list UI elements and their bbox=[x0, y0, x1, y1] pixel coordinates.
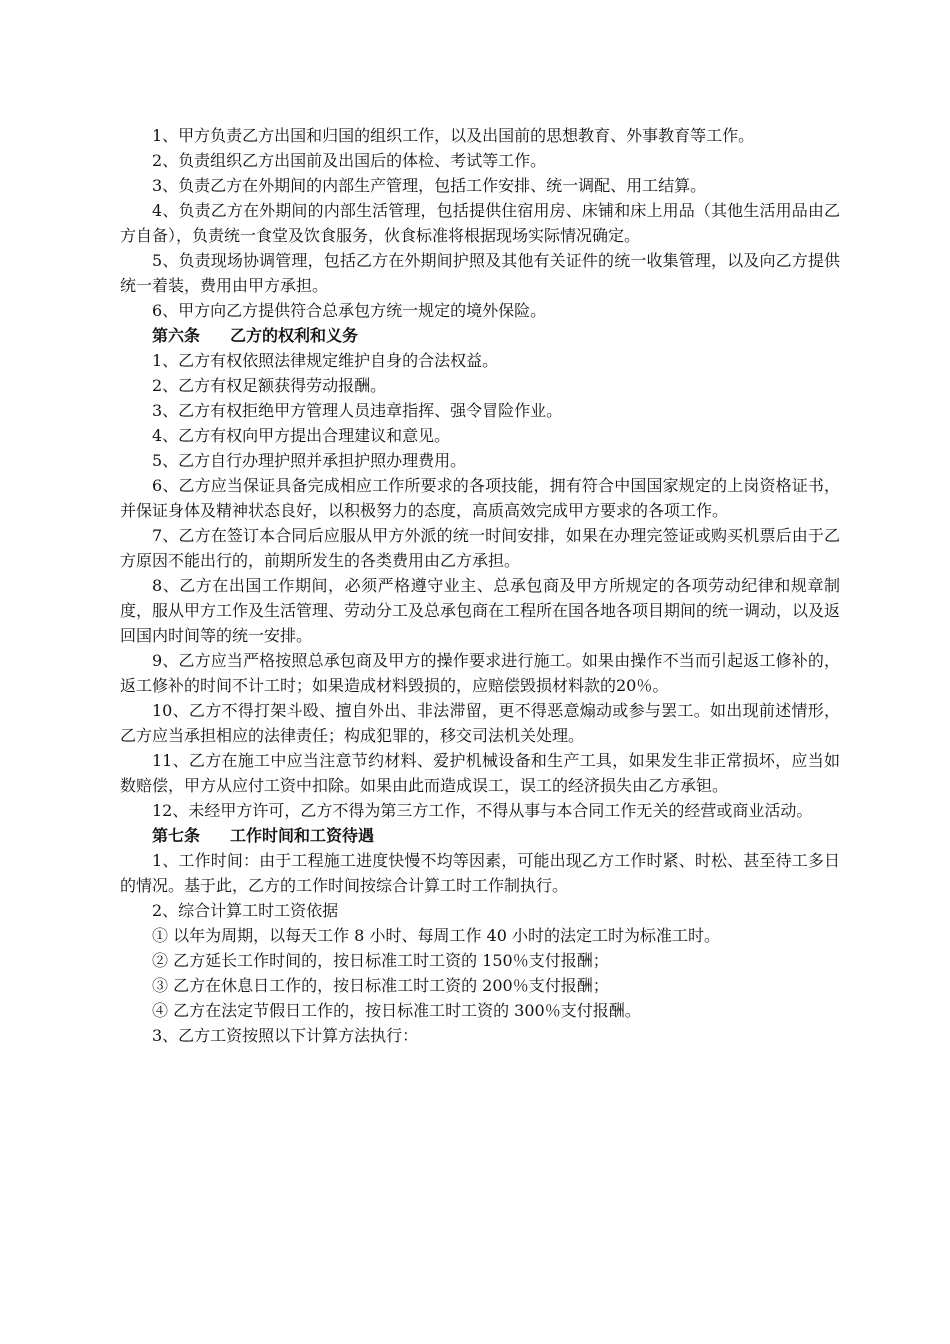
clause-7-2-a: ① 以年为周期，以每天工作 8 小时、每周工作 40 小时的法定工时为标准工时。 bbox=[152, 926, 720, 945]
clause-5-1: 1、甲方负责乙方出国和归国的组织工作，以及出国前的思想教育、外事教育等工作。 bbox=[152, 126, 755, 145]
article-7-number: 第七条 bbox=[152, 826, 201, 845]
clause-7-1: 1、工作时间：由于工程施工进度快慢不均等因素，可能出现乙方工作时紧、时松、甚至待工多日的情况。基于此，乙方的工作时间按综合计算工时工作制执行。 bbox=[120, 851, 840, 895]
clause-6-1: 1、乙方有权依照法律规定维护自身的合法权益。 bbox=[152, 351, 499, 370]
clause-7-3: 3、乙方工资按照以下计算方法执行： bbox=[152, 1026, 419, 1045]
clause-7-2: 2、综合计算工时工资依据 bbox=[152, 901, 339, 920]
article-7-title: 工作时间和工资待遇 bbox=[230, 826, 375, 845]
document-body bbox=[120, 123, 840, 1048]
clause-6-2: 2、乙方有权足额获得劳动报酬。 bbox=[152, 376, 387, 395]
clause-6-8: 8、乙方在出国工作期间，必须严格遵守业主、总承包商及甲方所规定的各项劳动纪律和规章制度，服从甲方工作及生活管理、劳动分工及总承包商在工程所在国各地各项目期间的统一调动，以及返回国内时间等的统一安排。 bbox=[120, 576, 841, 645]
article-6-heading bbox=[120, 323, 840, 348]
clause-5-4: 4、负责乙方在外期间的内部生活管理，包括提供住宿用房、床铺和床上用品（其他生活用品由乙方自备），负责统一食堂及饮食服务，伙食标准将根据现场实际情况确定。 bbox=[120, 201, 840, 245]
clause-6-3: 3、乙方有权拒绝甲方管理人员违章指挥、强令冒险作业。 bbox=[152, 401, 563, 420]
clause-5-3: 3、负责乙方在外期间的内部生产管理，包括工作安排、统一调配、用工结算。 bbox=[152, 176, 707, 195]
clause-5-5: 5、负责现场协调管理，包括乙方在外期间护照及其他有关证件的统一收集管理，以及向乙方提供统一着装，费用由甲方承担。 bbox=[120, 251, 840, 295]
clause-6-4: 4、乙方有权向甲方提出合理建议和意见。 bbox=[152, 426, 451, 445]
clause-7-2-c: ③ 乙方在休息日工作的，按日标准工时工资的 200％支付报酬； bbox=[152, 976, 609, 995]
article-6-title: 乙方的权利和义务 bbox=[230, 326, 359, 345]
clause-5-2: 2、负责组织乙方出国前及出国后的体检、考试等工作。 bbox=[152, 151, 547, 170]
clause-6-11: 11、乙方在施工中应当注意节约材料、爱护机械设备和生产工具，如果发生非正常损坏，应当如数赔偿，甲方从应付工资中扣除。如果由此而造成误工，误工的经济损失由乙方承钽。 bbox=[120, 751, 840, 795]
clause-6-9: 9、乙方应当严格按照总承包商及甲方的操作要求进行施工。如果由操作不当而引起返工修补的，返工修补的时间不计工时；如果造成材料毁损的，应赔偿毁损材料款的20％。 bbox=[120, 651, 840, 695]
clause-6-10: 10、乙方不得打架斗殴、擅自外出、非法滞留，更不得恶意煽动或参与罢工。如出现前述情形，乙方应当承担相应的法律责任；构成犯罪的，移交司法机关处理。 bbox=[120, 701, 840, 745]
clause-5-6: 6、甲方向乙方提供符合总承包方统一规定的境外保险。 bbox=[152, 301, 547, 320]
clause-7-2-b: ② 乙方延长工作时间的，按日标准工时工资的 150％支付报酬； bbox=[152, 951, 609, 970]
clause-6-12: 12、未经甲方许可，乙方不得为第三方工作，不得从事与本合同工作无关的经营或商业活动。 bbox=[152, 801, 813, 820]
clause-6-6: 6、乙方应当保证具备完成相应工作所要求的各项技能，拥有符合中国国家规定的上岗资格证书，并保证身体及精神状态良好，以积极努力的态度，高质高效完成甲方要求的各项工作。 bbox=[120, 476, 840, 520]
clause-7-2-d: ④ 乙方在法定节假日工作的，按日标准工时工资的 300％支付报酬。 bbox=[152, 1001, 641, 1020]
article-7-heading bbox=[120, 823, 840, 848]
clause-6-7: 7、乙方在签订本合同后应服从甲方外派的统一时间安排，如果在办理完签证或购买机票后由于乙方原因不能出行的，前期所发生的各类费用由乙方承担。 bbox=[120, 526, 840, 570]
article-6-number: 第六条 bbox=[152, 326, 201, 345]
clause-6-5: 5、乙方自行办理护照并承担护照办理费用。 bbox=[152, 451, 467, 470]
